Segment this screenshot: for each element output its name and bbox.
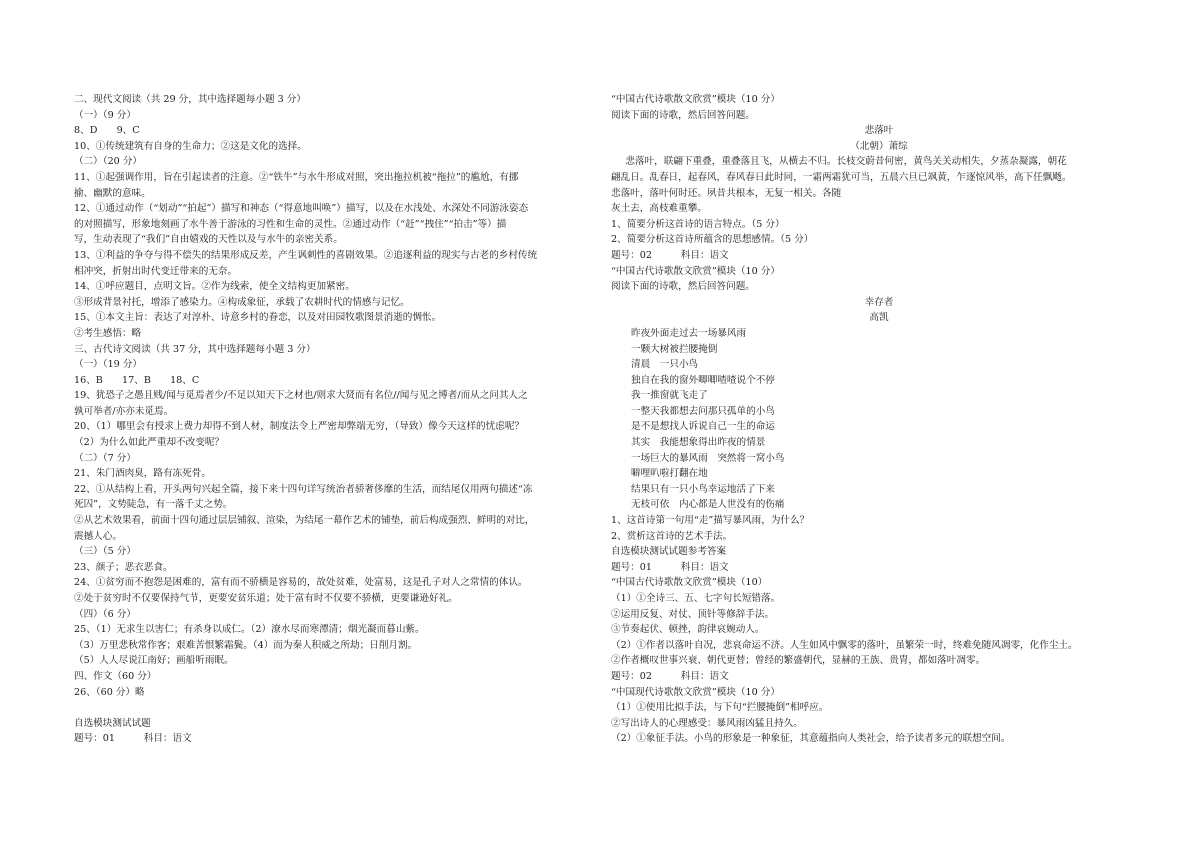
answer-line: 震撼人心。 (74, 530, 122, 542)
poem-verse-line: 其实 我能想象得出昨夜的情景 (631, 437, 766, 449)
subsection-heading: （二）（7 分） (74, 452, 136, 464)
answer-line: （5）人人尽说江南好；画船听雨眠。 (74, 655, 234, 667)
answer-line: 死囚”，文势陡急，有一落千丈之势。 (74, 499, 233, 511)
answer-line: 22、①从结构上看，开头两句兴起全篇，接下来十四句详写统治者骄奢侈靡的生活，而结尾仅用两句描述“冻 (74, 483, 533, 495)
poem-text-line: 灰土去，高枝难重攀。 (611, 203, 707, 215)
poem-title: 幸存者 (864, 296, 894, 308)
answer-line: （2）为什么如此严重却不改变呢？ (74, 437, 225, 449)
answer-line: 写，生动表现了“我们”自由嬉戏的天性以及与水牛的亲密关系。 (74, 234, 343, 246)
subsection-heading: （四）（6 分） (74, 608, 136, 620)
module-heading: “中国古代诗歌散文欣赏”模块（10） (611, 577, 768, 589)
subsection-heading: （三）（5 分） (74, 546, 136, 558)
poem-author: （北朝）萧综 (850, 140, 908, 152)
module-title: 自选模块测试试题参考答案 (611, 546, 727, 558)
subsection-heading: （二）（20 分） (74, 156, 143, 168)
section-heading: 二、现代文阅读（共 29 分，其中选择题每小题 3 分） (74, 94, 306, 105)
poem-text-line: 悲落叶，落叶何时还。夙昔共根本，无复一相关。各随 (611, 187, 842, 199)
poem-verse-line: 噼哩叭啦打翻在地 (631, 468, 708, 480)
answer-line: ③形成背景衬托，增添了感染力。④构成象征，承载了农耕时代的情感与记忆。 (74, 296, 410, 308)
answer-line: 23、颜子；恶衣恶食。 (74, 561, 173, 573)
question-number-line: 题号：01 科目：语文 (611, 561, 729, 573)
answer-line: 揄、幽默的意味。 (74, 187, 151, 199)
poem-title: 悲落叶 (864, 125, 894, 137)
poem-verse-line: 昨夜外面走过去一场暴风雨 (631, 327, 747, 339)
subsection-heading: （一）（9 分） (74, 109, 136, 121)
answer-line: （3）万里悲秋常作客；艰难苦恨繁霜鬓。（4）而为秦人积威之所劫；日削月割。 (74, 639, 418, 651)
answer-line: 19、犹恐子之愚且贱/闻与觅焉者少/不足以知天下之材也/则求大贤而有名位//闻与见之博者/而从之问其人之 (74, 390, 528, 402)
module-heading: “中国现代诗歌散文欣赏”模块（10 分） (611, 686, 780, 698)
question-number-line: 题号：02 科目：语文 (611, 249, 729, 261)
left-column (74, 92, 608, 747)
answer-line: ②考生感悟：略 (74, 327, 142, 339)
answer-line: 14、①呼应题目，点明文旨。②作为线索，使全文结构更加紧密。 (74, 281, 355, 293)
question-number-line: 题号：02 科目：语文 (611, 670, 729, 682)
poem-verse-line: 是不是想找人诉说自己一生的命运 (631, 421, 775, 433)
answer-line: 12、①通过动作（“划动”“拍起”）描写和神态（“得意地叫唤”）描写，以及在水浅处、水深处不同游泳姿态 (74, 203, 529, 215)
instruction-line: 阅读下面的诗歌，然后回答问题。 (611, 109, 755, 121)
question-number-line: 题号：01 科目：语文 (74, 733, 192, 745)
answer-line: 25、（1）无求生以害仁；有杀身以成仁。（2）潦水尽而寒潭清；烟光凝而暮山紫。 (74, 624, 425, 636)
section-heading: 三、古代诗文阅读（共 37 分，其中选择题每小题 3 分） (74, 343, 316, 355)
answer-line: （2）①作者以落叶自况，悲哀命运不济。人生如风中飘零的落叶，虽繁荣一时，终难免随风凋零，化作尘土。 (611, 639, 1078, 651)
answer-line: ②作者概叹世事兴衰、朝代更替；曾经的繁盛朝代，显赫的王族、贵胄，都如落叶凋零。 (611, 655, 986, 667)
poem-verse-line: 一整天我都想去问那只孤单的小鸟 (631, 405, 775, 417)
poem-text-line: 翩乱日。乱春日，起春风，春风春日此时同，一霜两霜犹可当，五晨六旦已飒黄，乍逐惊风举，高下任飘飏。 (611, 171, 1072, 183)
subsection-heading: （一）（19 分） (74, 359, 143, 371)
answer-line: 21、朱门酒肉臭，路有冻死骨。 (74, 468, 211, 480)
poem-verse-line: 一场巨大的暴风雨 突然将一窝小鸟 (631, 452, 785, 464)
answer-line: ②处于贫穷时不仅要保持气节，更要安贫乐道；处于富有时不仅要不骄横，更要谦逊好礼。 (74, 593, 458, 604)
question-line: 1、简要分析这首诗的语言特点。（5 分） (611, 218, 785, 230)
spacer (74, 700, 608, 716)
answer-line: 20、（1）哪里会有授求上费力却得不到人材，制度法令上严密却弊端无穷，（导致）像今天这样的忧虑呢？ (74, 421, 525, 433)
module-heading: “中国古代诗歌散文欣赏”模块（10 分） (611, 265, 780, 277)
question-line: 1、这首诗第一句用“走”描写暴风雨，为什么？ (611, 515, 810, 527)
answer-line: （1）①全诗三、五、七字句长短错落。 (611, 593, 781, 604)
answer-line: 16、B 17、B 18、C (74, 374, 200, 386)
answer-line: 11、①起强调作用，旨在引起读者的注意。②“铁牛”与水牛形成对照，突出拖拉机被“拖拉”的尴尬，有挪 (74, 171, 519, 183)
poem-text-line: 悲落叶，联翩下重叠，重叠落且飞，从横去不归。长枝交蔚昔何密，黄鸟关关动相失，夕蒸杂凝露，朝花 (625, 156, 1067, 168)
answer-line: 的对照描写，形象地刻画了水牛善于游泳的习性和生命的灵性。②通过动作（“赶”“拽住”“拍击”等）描 (74, 218, 507, 230)
answer-line: （2）①象征手法。小鸟的形象是一种象征，其意蕴指向人类社会，给予读者多元的联想空间。 (611, 733, 1011, 745)
module-heading: “中国古代诗歌散文欣赏”模块（10 分） (611, 94, 780, 105)
poem-verse-line: 结果只有一只小鸟幸运地活了下来 (631, 483, 775, 495)
question-line: 2、赏析这首诗的艺术手法。 (611, 530, 733, 542)
answer-line: ②运用反复、对仗、顶针等修辞手法。 (611, 608, 775, 620)
poem-verse-line: 清晨 一只小鸟 (631, 359, 699, 371)
module-title: 自选模块测试试题 (74, 717, 151, 729)
answer-line: 24、①贫穷而不抱怨是困难的，富有而不骄横是容易的，故处贫难，处富易，这是孔子对人之常情的体认。 (74, 577, 528, 589)
answer-line: 孰可举者/亦亦未觅焉。 (74, 405, 174, 417)
answer-line: 26、（60 分）略 (74, 686, 145, 698)
poem-author: 高凯 (869, 312, 889, 324)
instruction-line: 阅读下面的诗歌，然后回答问题。 (611, 281, 755, 293)
answer-line: 15、①本文主旨：表达了对淳朴、诗意乡村的眷恋，以及对田园牧歌图景消逝的惆怅。 (74, 312, 442, 324)
question-line: 2、简要分析这首诗所蕴含的思想感情。（5 分） (611, 234, 814, 246)
answer-line: 8、D 9、C (74, 125, 140, 137)
right-column (611, 92, 1147, 747)
poem-verse-line: 独自在我的窗外唧唧喳喳说个不停 (631, 374, 775, 386)
answer-line: （1）①使用比拟手法，与下句“拦腰掩倒”相呼应。 (611, 702, 829, 714)
section-heading: 四、作文（60 分） (74, 670, 157, 682)
answer-line: 13、①利益的争夺与得不偿失的结果形成反差，产生讽刺性的喜剧效果。②追逐利益的现实与古老的乡村传统 (74, 249, 538, 261)
answer-line: ②从艺术效果看，前面十四句通过层层铺叙、渲染，为结尾一幕作艺术的铺垫，前后构成强烈、鲜明的对比， (74, 515, 535, 527)
answer-line: ③节奏起伏、顿挫，韵律哀婉动人。 (611, 624, 765, 636)
answer-line: ②写出诗人的心理感受：暴风雨凶猛且持久。 (611, 717, 803, 729)
answer-line: 10、①传统建筑有自身的生命力；②这是文化的选择。 (74, 140, 307, 152)
poem-verse-line: 我一推窗就飞走了 (631, 390, 708, 402)
answer-line: 相冲突，折射出时代变迁带来的无奈。 (74, 265, 238, 277)
poem-verse-line: 无枝可依 内心都是人世没有的伤痛 (631, 499, 785, 511)
poem-verse-line: 一颗大树被拦腰掩倒 (631, 343, 718, 355)
